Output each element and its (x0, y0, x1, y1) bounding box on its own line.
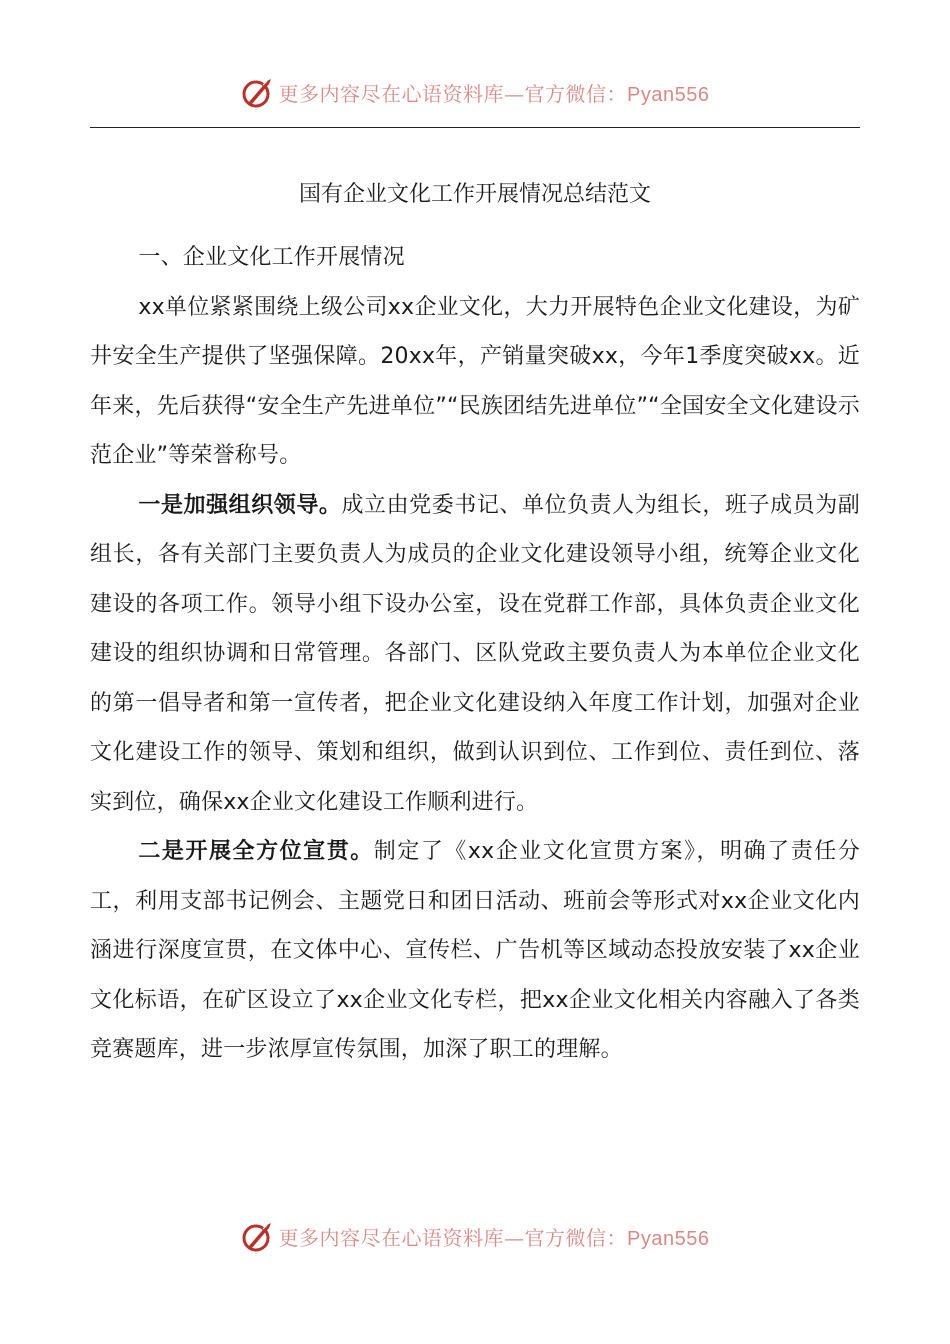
footer-watermark (0, 1214, 950, 1258)
paragraph-text: 成立由党委书记、单位负责人为组长，班子成员为副组长，各有关部门主要负责人为成员的企业文化建设领导小组，统筹企业文化建设的各项工作。领导小组下设办公室，设在党群工作部，具体负责企业文化建设的组织协调和日常管理。各部门、区队党政主要负责人为本单位企业文化的第一倡导者和第一宣传者，把企业文化建设纳入年度工作计划，加强对企业文化建设工作的领导、策划和组织，做到认识到位、工作到位、责任到位、落实到位，确保xx企业文化建设工作顺利进行。 (90, 492, 860, 815)
watermark-wechat-id: Pyan556 (627, 83, 710, 106)
document-title: 国有企业文化工作开展情况总结范文 (298, 182, 651, 207)
quill-logo-icon (241, 75, 275, 109)
paragraph (90, 481, 860, 828)
section-heading: 一、企业文化工作开展情况 (138, 245, 405, 270)
paragraph (90, 283, 860, 481)
paragraph-lead: 二是开展全方位宣贯。 (138, 839, 374, 864)
paragraph-text: 制定了《xx企业文化宣贯方案》，明确了责任分工，利用支部书记例会、主题党日和团日活动、班前会等形式对xx企业文化内涵进行深度宣贯，在文体中心、宣传栏、广告机等区域动态投放安装了xx企业文化标语，在矿区设立了xx企业文化专栏，把xx企业文化相关内容融入了各类竞赛题库，进一步浓厚宣传氛围，加深了职工的理解。 (90, 839, 860, 1062)
paragraph (90, 827, 860, 1075)
header-watermark (0, 70, 950, 114)
quill-logo-icon (241, 1219, 275, 1253)
document-body (90, 233, 860, 1075)
watermark-text: 更多内容尽在心语资料库—官方微信： (278, 81, 628, 106)
watermark-text: 更多内容尽在心语资料库—官方微信： (278, 1225, 628, 1250)
paragraph-text: xx单位紧紧围绕上级公司xx企业文化，大力开展特色企业文化建设，为矿井安全生产提供了坚强保障。20xx年，产销量突破xx，今年1季度突破xx。近年来，先后获得“安全生产先进单位”“民族团结先进单位”“全国安全文化建设示范企业”等荣誉称号。 (90, 294, 860, 468)
paragraph-lead: 一是加强组织领导。 (138, 492, 342, 518)
header-rule (90, 127, 860, 128)
watermark-wechat-id: Pyan556 (627, 1227, 710, 1250)
